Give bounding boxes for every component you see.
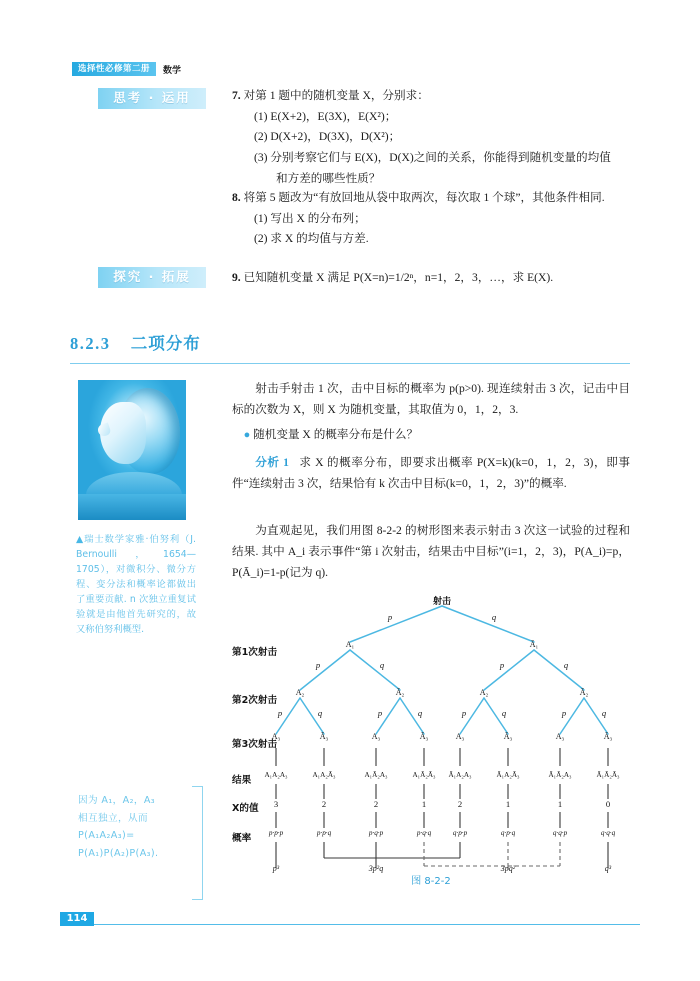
exercise-8-number: 8. [232,191,241,204]
edge-label-l2-3: q [563,660,569,670]
result-cell-2: A₁Ā₂A₃ [364,771,388,779]
question-text: 随机变量 X 的概率分布是什么？ [253,428,419,441]
x-value-cell-4: 2 [457,799,463,809]
row-label-shot-1: 第1次射击 [232,647,278,658]
bullet-icon: ● [243,429,251,441]
x-value-cell-5: 1 [505,799,511,809]
exercise-7 [232,86,630,189]
body-paragraph-1 [232,378,630,420]
probability-cell-5: q·p·q [500,829,516,837]
body-paragraph-2 [232,520,630,583]
page-number: 114 [60,912,94,926]
portrait-shoulder [78,494,186,520]
x-value-cell-2: 2 [373,799,379,809]
analysis-row [232,452,630,494]
tree-node-l3-5: Ā₃ [503,732,513,741]
result-cell-6: Ā₁Ā₂A₃ [548,771,572,779]
summary-cell-0: p³ [272,864,280,873]
result-cell-4: Ā₁A₂A₃ [448,771,472,779]
caption-text: 瑞士数学家雅·伯努利（J. Bernoulli，1654—1705），对微积分、微分方程、变分法和概率论都做出了重要贡献. n 次独立重复试验就是由他首先研究的，故又称伯努利概型. [76,534,196,636]
subject-label: 数学 [163,65,182,76]
edge-label-l3-0: p [277,708,283,718]
analysis-label: 分析 1 [255,456,289,469]
tree-node-l3-6: A₃ [555,732,565,741]
exercise-7-item-1: (1) E(X+2)，E(3X)，E(X²)； [254,109,397,123]
probability-cell-0: p·p·p [268,829,284,837]
note-line-1: 因为 A₁，A₂，A₃ [78,795,156,806]
row-label-shot-2: 第2次射击 [232,695,278,706]
tree-root-label: 射击 [432,597,452,607]
tree-node-l3-3: Ā₃ [419,732,429,741]
footer-rule [94,924,640,925]
tree-node-l1-0: A₁ [345,640,355,649]
exercise-7-item-3: (3) 分别考察它们与 E(X)，D(X)之间的关系，你能得到随机变量的均值 [254,150,611,164]
badge-think-apply: 思考 · 运用 [98,88,206,109]
row-label-probability: 概率 [232,833,252,844]
x-value-cell-6: 1 [557,799,563,809]
edge-label-l3-4: p [461,708,467,718]
probability-cell-7: q·q·q [600,829,616,837]
exercise-9 [232,268,630,289]
probability-cell-2: p·q·p [368,829,384,837]
portrait-caption [76,532,196,637]
x-value-cell-7: 0 [605,799,611,809]
tree-node-l2-1: Ā₂ [395,688,405,697]
figure-caption: 图 8-2-2 [411,876,451,887]
x-value-cell-1: 2 [321,799,327,809]
edge-label-l1-q: q [491,612,497,622]
x-value-cell-3: 1 [421,799,427,809]
result-cell-0: A₁A₂A₃ [264,771,288,779]
summary-cell-3: q³ [604,864,612,873]
edge-label-l3-6: p [561,708,567,718]
tree-diagram [232,596,630,896]
result-cell-3: A₁Ā₂Ā₃ [412,771,436,779]
result-cell-7: Ā₁Ā₂Ā₃ [596,771,620,779]
result-cell-1: A₁A₂Ā₃ [312,771,336,779]
para-1-text: 射击手射击 1 次，击中目标的概率为 p(p>0). 现连续射击 3 次，记击中目标的次数为 X，则 X 为随机变量，其取值为 0，1，2，3. [232,382,630,417]
exercise-8-stem [232,188,630,209]
exercise-7-item-2: (2) D(X+2)，D(3X)，D(X²)； [254,130,401,144]
exercise-7-number: 7. [232,89,241,102]
summary-cell-2: 3pq² [500,864,516,873]
note-line-2: 相互独立，从而 [78,812,148,824]
question-line [232,424,630,445]
exercise-9-number: 9. [232,271,241,284]
edge-label-l3-5: q [501,708,507,718]
edge-label-l3-1: q [317,708,323,718]
row-label-results: 结果 [232,775,252,786]
bernoulli-portrait [78,380,186,520]
probability-cell-1: p·p·q [316,829,332,837]
exercise-8-stem-text: 将第 5 题改为“有放回地从袋中取两次，每次取 1 个球”，其他条件相同. [243,191,605,204]
exercise-9-stem [232,268,630,289]
tree-node-l3-7: Ā₃ [603,732,613,741]
edge-label-l2-0: p [315,660,321,670]
tree-node-l3-1: Ā₃ [319,732,329,741]
tree-node-l2-2: A₂ [479,688,489,697]
margin-note [78,792,190,863]
exercise-7-item-3-cont: 和方差的哪些性质？ [276,171,381,185]
book-tag: 选择性必修第二册 [72,62,156,76]
exercise-8-item-2: (2) 求 X 的均值与方差. [254,232,369,246]
tree-node-l3-2: A₃ [371,732,381,741]
edge-label-l2-1: q [379,660,385,670]
row-label-x-value: X的值 [232,803,259,814]
probability-cell-4: q·p·p [452,829,468,837]
tree-node-l3-4: A₃ [455,732,465,741]
probability-cell-6: q·q·p [552,829,568,837]
probability-cell-3: p·q·q [416,829,432,837]
section-rule [70,363,630,364]
analysis-block [232,452,630,494]
badge-explore-extend: 探究 · 拓展 [98,267,206,288]
section-number: 8.2.3 [70,334,111,353]
analysis-text: 求 X 的概率分布，即要求出概率 P(X=k)(k=0，1，2，3)，即事件“连续射击 3 次，结果恰有 k 次击中目标(k=0，1，2，3)”的概率. [232,456,630,491]
summary-cell-1: 3p²q [368,864,384,873]
question-row [232,424,630,445]
exercise-7-stem-text: 对第 1 题中的随机变量 X，分别求： [243,89,429,102]
tree-node-l2-3: Ā₂ [579,688,589,697]
exercise-8 [232,188,630,250]
caption-triangle-icon: ▲ [76,534,85,545]
row-label-shot-3: 第3次射击 [232,739,278,750]
edge-label-l1-p: p [387,612,393,622]
note-line-3: P(A₁A₂A₃)= [78,830,135,842]
section-heading-row [70,330,630,354]
edge-label-l3-7: q [601,708,607,718]
exercise-8-item-1: (1) 写出 X 的分布列； [254,211,366,225]
edge-label-l2-2: p [499,660,505,670]
edge-label-l3-2: p [377,708,383,718]
note-bracket [192,786,203,900]
edge-label-l3-3: q [417,708,423,718]
x-value-cell-0: 3 [273,799,279,809]
para-2-text: 为直观起见，我们用图 8-2-2 的树形图来表示射击 3 次这一试验的过程和结果. 其中 A_i 表示事件“第 i 次射击，结果击中目标”(i=1，2，3)，P(A_i)=p，P(Ā_i)=1-p(记为 q). [232,524,630,580]
running-header [72,62,181,76]
exercise-7-stem [232,86,630,107]
tree-node-l3-0: A₃ [271,732,281,741]
tree-node-l2-0: A₂ [295,688,305,697]
result-cell-5: Ā₁A₂Ā₃ [496,771,520,779]
tree-node-l1-1: Ā₁ [529,640,539,649]
section-title: 二项分布 [130,334,201,353]
section-heading [70,330,630,364]
note-line-4: P(A₁)P(A₂)P(A₃). [78,848,159,860]
page-footer [60,912,640,926]
exercise-9-stem-text: 已知随机变量 X 满足 P(X=n)=1/2ⁿ，n=1，2，3，…，求 E(X). [243,271,554,284]
